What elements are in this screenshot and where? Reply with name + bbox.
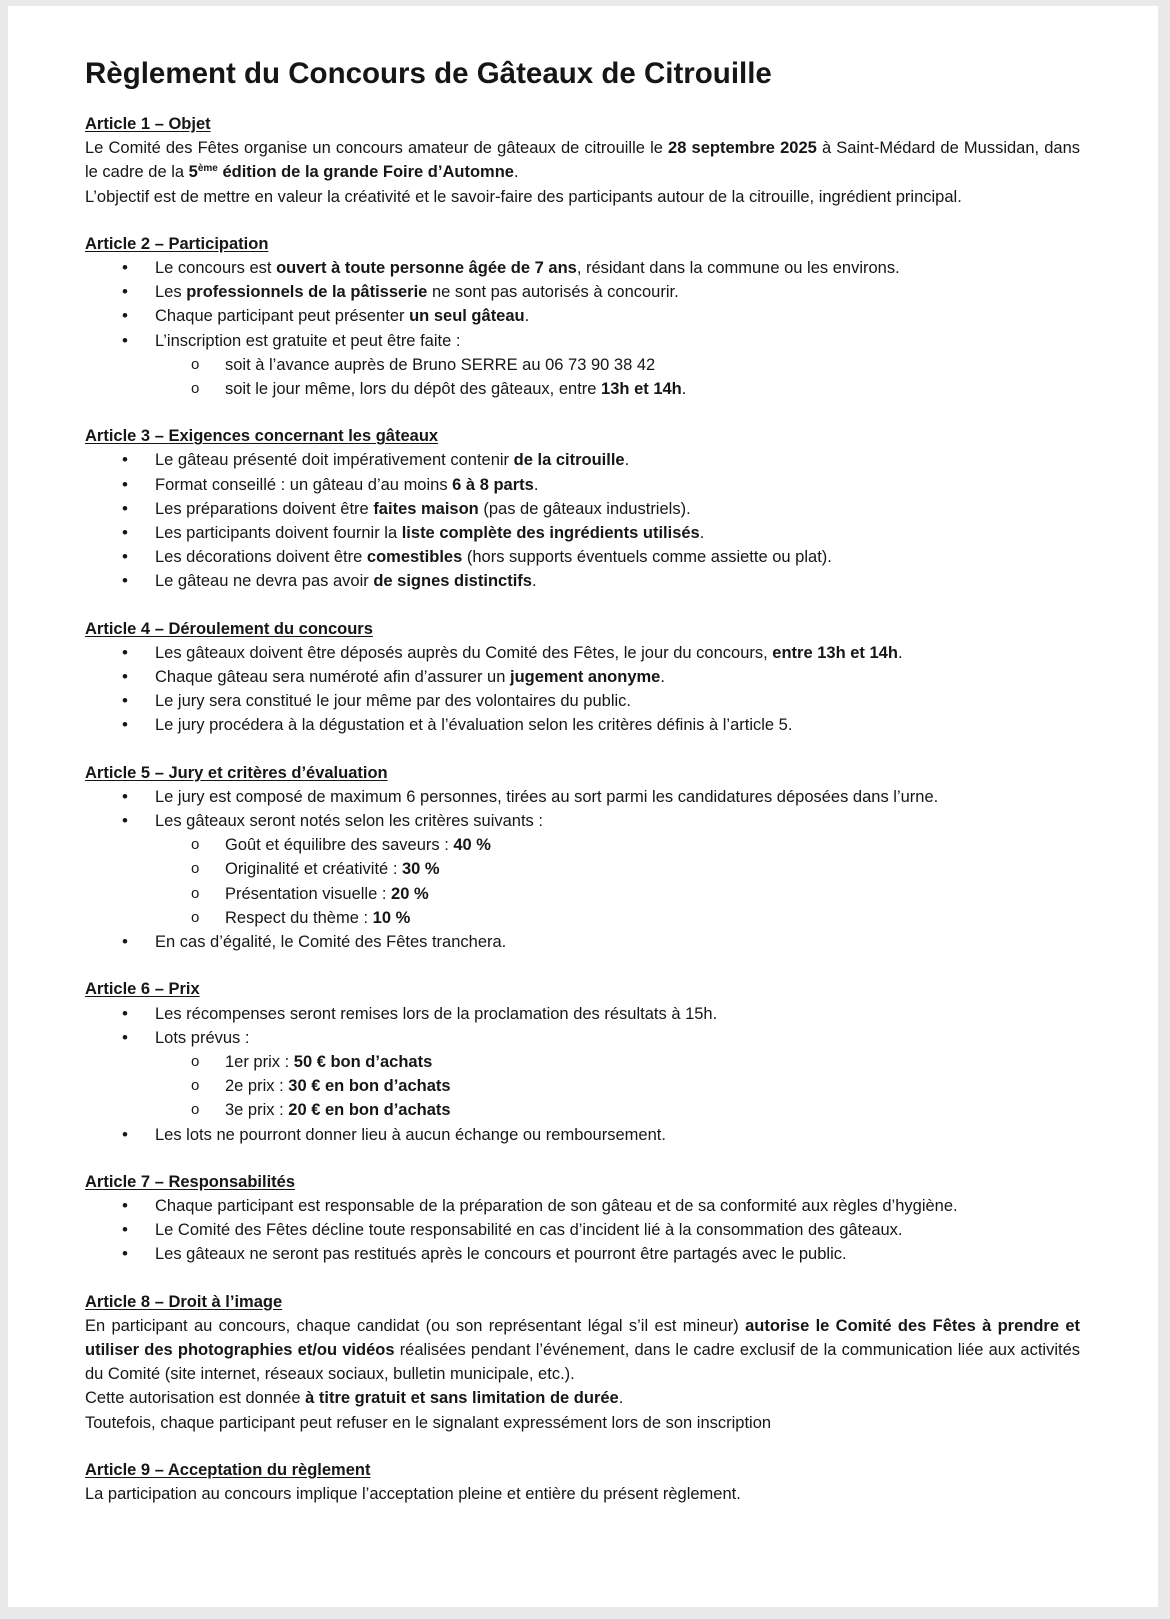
text: Présentation visuelle : — [225, 884, 392, 903]
article-9 — [85, 1458, 1080, 1506]
article-3 — [85, 424, 1080, 593]
sub-list-item — [85, 906, 1080, 930]
article-6 — [85, 977, 1080, 1146]
text: 1er prix : — [225, 1052, 294, 1071]
text: . — [897, 643, 903, 662]
text: , résidant dans la commune ou les environs. — [576, 259, 900, 278]
document-title: Règlement du Concours de Gâteaux de Citrouille — [85, 57, 772, 90]
article-3-list — [85, 448, 1080, 593]
bold-text: un seul gâteau — [409, 307, 525, 326]
text: Les gâteaux doivent être déposés auprès du Comité des Fêtes, le jour du concours, — [155, 643, 773, 662]
article-6-sublist — [85, 1050, 1080, 1123]
sub-list-item — [85, 1074, 1080, 1098]
bold-text: 20 % — [391, 884, 429, 903]
text: . — [618, 1389, 624, 1408]
article-2-heading: Article 2 – Participation — [85, 234, 269, 253]
text: soit le jour même, lors du dépôt des gâteaux, entre — [225, 380, 602, 399]
bold-text: 5 — [188, 163, 198, 182]
bold-text: à titre gratuit et sans limitation de durée — [305, 1389, 619, 1408]
bold-text: jugement anonyme — [509, 668, 661, 687]
bold-text: entre 13h et 14h — [772, 643, 898, 662]
sub-list-item — [85, 833, 1080, 857]
list-item: • Le jury procédera à la dégustation et à l’évaluation selon les critères définis à l’article 5. — [85, 713, 1080, 737]
text: . — [681, 380, 687, 399]
article-1-heading: Article 1 – Objet — [85, 115, 211, 133]
article-7 — [85, 1170, 1080, 1267]
text: Cette autorisation est donnée — [85, 1389, 306, 1408]
article-7-list — [85, 1194, 1080, 1267]
article-6-list-end — [85, 1123, 1080, 1147]
text: Respect du thème : — [225, 908, 373, 927]
article-4 — [85, 617, 1080, 738]
article-5-list-end — [85, 930, 1080, 954]
text: 2e prix : — [225, 1077, 289, 1096]
list-item — [85, 521, 1080, 545]
article-8-paragraph-2 — [85, 1386, 1080, 1410]
list-item: • Le Comité des Fêtes décline toute responsabilité en cas d’incident lié à la consommation des gâteaux. — [85, 1218, 1080, 1242]
bold-text: 20 € en bon d’achats — [288, 1101, 451, 1120]
bold-text: 10 % — [372, 908, 411, 927]
list-item: • Chaque participant est responsable de la préparation de son gâteau et de sa conformité aux règles d’hygiène. — [85, 1194, 1080, 1218]
article-5 — [85, 761, 1080, 955]
bold-text: 6 à 8 parts — [452, 475, 534, 494]
sub-list-item — [85, 1098, 1080, 1122]
bold-text: de signes distinctifs — [373, 572, 532, 591]
article-5-heading: Article 5 – Jury et critères d’évaluation — [85, 763, 388, 782]
sub-list-item — [85, 377, 1080, 401]
text: Goût et équilibre des saveurs : — [225, 836, 454, 855]
article-4-list — [85, 641, 1080, 738]
text: Les préparations doivent être — [155, 499, 374, 518]
text: . — [513, 163, 519, 182]
list-item: • Les gâteaux seront notés selon les critères suivants : — [85, 809, 1080, 833]
article-3-heading: Article 3 – Exigences concernant les gâteaux — [85, 427, 439, 446]
sub-list-item: o soit à l’avance auprès de Bruno SERRE au 06 73 90 38 42 — [85, 353, 1080, 377]
text: ne sont pas autorisés à concourir. — [427, 283, 679, 302]
article-1 — [85, 112, 1080, 209]
article-6-list — [85, 1002, 1080, 1050]
text: Le gâteau ne devra pas avoir — [155, 572, 374, 591]
article-1-paragraph-2: L’objectif est de mettre en valeur la créativité et le savoir-faire des participants autour de la citrouille, ingrédient principal. — [85, 187, 962, 206]
text: réalisées pendant l’événement, dans le cadre exclusif de la communication liée aux activités du Comité (site internet, réseaux sociaux, bulletin municipale, etc.). — [85, 1340, 1080, 1384]
article-6-heading: Article 6 – Prix — [85, 980, 200, 999]
article-2 — [85, 232, 1080, 401]
list-item — [85, 448, 1080, 472]
text: (pas de gâteaux industriels). — [478, 499, 691, 518]
text: à Saint-Médard de Mussidan, dans le cadre de la — [85, 139, 1080, 182]
text: . — [533, 475, 539, 494]
list-item — [85, 280, 1080, 304]
text: . — [531, 572, 537, 591]
sub-list-item — [85, 1050, 1080, 1074]
article-9-paragraph-1: La participation au concours implique l’acceptation pleine et entière du présent règlement. — [85, 1484, 741, 1503]
article-1-paragraph-1 — [85, 136, 1080, 184]
bold-text: 40 % — [453, 836, 491, 855]
list-item — [85, 641, 1080, 665]
bold-text: professionnels de la pâtisserie — [186, 283, 428, 302]
document-page — [8, 6, 1158, 1607]
list-item — [85, 473, 1080, 497]
article-8-heading: Article 8 – Droit à l’image — [85, 1292, 283, 1311]
text: Chaque participant peut présenter — [155, 307, 410, 326]
article-8-paragraph-1 — [85, 1314, 1080, 1387]
list-item — [85, 569, 1080, 593]
list-item: • En cas d’égalité, le Comité des Fêtes tranchera. — [85, 930, 1080, 954]
text: . — [624, 451, 630, 470]
article-2-sublist — [85, 353, 1080, 401]
list-item — [85, 497, 1080, 521]
article-8 — [85, 1290, 1080, 1435]
article-8-paragraph-3: Toutefois, chaque participant peut refuser en le signalant expressément lors de son inscription — [85, 1413, 772, 1432]
list-item: • Le jury sera constitué le jour même par des volontaires du public. — [85, 689, 1080, 713]
bold-text: comestibles — [366, 548, 463, 567]
bold-text: édition de la grande Foire d’Automne — [217, 163, 514, 182]
bold-text: 50 € bon d’achats — [293, 1052, 433, 1071]
bold-text: 28 septembre 2025 — [668, 139, 817, 158]
list-item: • Le jury est composé de maximum 6 personnes, tirées au sort parmi les candidatures déposées dans l’urne. — [85, 785, 1080, 809]
sub-list-item — [85, 857, 1080, 881]
article-7-heading: Article 7 – Responsabilités — [85, 1172, 295, 1191]
text: En participant au concours, chaque candidat (ou son représentant légal s’il est mineur) — [85, 1316, 746, 1335]
bold-text: liste complète des ingrédients utilisés — [401, 524, 700, 543]
text: Format conseillé : un gâteau d’au moins — [155, 475, 453, 494]
list-item: • Les gâteaux ne seront pas restitués après le concours et pourront être partagés avec le public. — [85, 1242, 1080, 1266]
list-item — [85, 545, 1080, 569]
text: . — [524, 307, 530, 326]
text: Le Comité des Fêtes organise un concours amateur de gâteaux de citrouille le — [85, 139, 669, 158]
bold-text: autorise le Comité des Fêtes à prendre et utiliser des photographies et/ou vidéos — [85, 1316, 1081, 1359]
text: . — [660, 668, 665, 687]
list-item — [85, 304, 1080, 328]
bold-text: de la citrouille — [513, 451, 625, 470]
text: Le concours est — [155, 259, 277, 278]
text: 3e prix : — [225, 1101, 289, 1120]
bold-text: ouvert à toute personne âgée de 7 ans — [276, 259, 577, 278]
bold-text: 30 € en bon d’achats — [288, 1077, 451, 1096]
text: Les participants doivent fournir la — [155, 524, 402, 543]
list-item: • Les récompenses seront remises lors de la proclamation des résultats à 15h. — [85, 1002, 1080, 1026]
bold-text: faites maison — [373, 499, 479, 518]
article-5-sublist — [85, 833, 1080, 930]
bold-text: 30 % — [402, 860, 440, 879]
text: Le gâteau présenté doit impérativement contenir — [155, 451, 514, 470]
bold-text: 13h et 14h — [601, 380, 682, 399]
text: Chaque gâteau sera numéroté afin d’assurer un — [155, 668, 510, 687]
article-2-list — [85, 256, 1080, 353]
list-item — [85, 256, 1080, 280]
article-4-heading: Article 4 – Déroulement du concours — [85, 619, 373, 638]
list-item: • Les lots ne pourront donner lieu à aucun échange ou remboursement. — [85, 1123, 1080, 1147]
text: . — [699, 524, 705, 543]
list-item: • Lots prévus : — [85, 1026, 1080, 1050]
article-9-heading: Article 9 – Acceptation du règlement — [85, 1460, 371, 1479]
sub-list-item — [85, 882, 1080, 906]
text: Les décorations doivent être — [155, 548, 367, 567]
list-item — [85, 665, 1080, 689]
text: Originalité et créativité : — [225, 860, 402, 879]
superscript: ème — [197, 163, 218, 175]
list-item: • L’inscription est gratuite et peut être faite : — [85, 329, 1080, 353]
text: (hors supports éventuels comme assiette ou plat). — [462, 548, 832, 567]
text: Les — [155, 283, 187, 302]
article-5-list — [85, 785, 1080, 833]
